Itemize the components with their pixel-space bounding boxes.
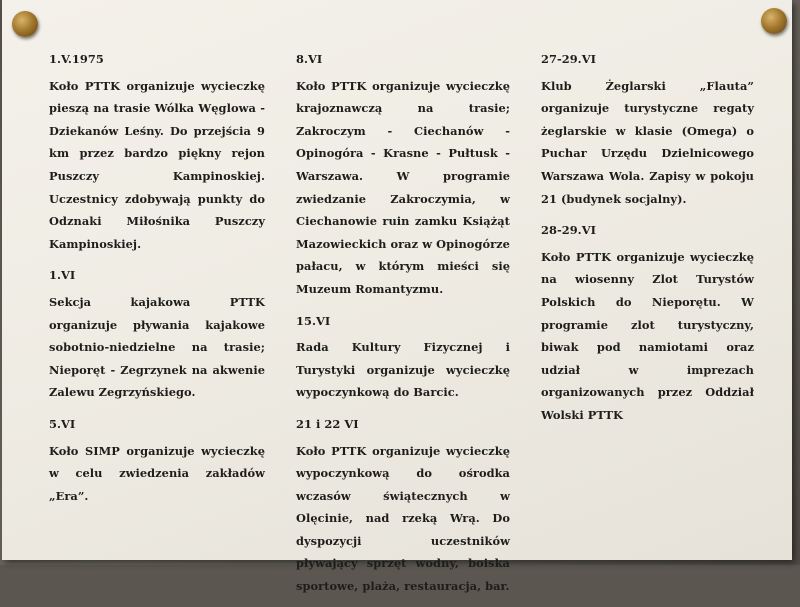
pushpin-icon <box>12 11 38 37</box>
entry-text: Rada Kultury Fizycznej i Turystyki organizuje wycieczkę wypoczynkową do Barcic. <box>296 340 510 400</box>
column-2 <box>296 48 510 607</box>
entry-date: 5.VI <box>49 416 76 431</box>
entry-text: Koło SIMP organizuje wycieczkę w celu zwiedzenia zakładów „Era”. <box>49 443 265 503</box>
entry-text: Sekcja kajakowa PTTK organizuje pływania kajakowe sobotnio-niedzielne na trasie; Nieporęt - Zegrzynek na akwenie Zalewu Zegrzyńskiego. <box>49 294 265 400</box>
entry-text: Koło PTTK organizuje wycieczkę na wiosenny Zlot Turystów Polskich do Nieporętu. W programie zlot turystyczny, biwak pod namiotami oraz udział w imprezach organizowanych przez Oddział Wolski PTTK <box>541 249 754 422</box>
entry-date: 21 i 22 VI <box>296 416 359 431</box>
notice-sheet <box>2 0 792 594</box>
entry-text: Klub Żeglarski „Flauta” organizuje turystyczne regaty żeglarskie w klasie (Omega) o Puchar Urzędu Dzielnicowego Warszawa Wola. Zapisy w pokoju 21 (budynek socjalny). <box>541 78 754 206</box>
entry-date: 1.V.1975 <box>49 52 104 66</box>
entry-date: 15.VI <box>296 313 331 328</box>
column-3 <box>541 48 754 436</box>
column-1 <box>49 48 265 516</box>
entry-date: 8.VI <box>296 52 323 66</box>
entry-date: 27-29.VI <box>541 52 596 66</box>
entry-text: Koło PTTK organizuje wycieczkę wypoczynkową do ośrodka wczasów świątecznych w Olęcinie, nad rzeką Wrą. Do dyspozycji uczestników pływający sprzęt wodny, boiska sportowe, plaża, restauracja, bar. <box>296 443 510 594</box>
entry-date: 1.VI <box>49 268 76 283</box>
pushpin-icon <box>761 8 787 34</box>
entry-date: 28-29.VI <box>541 223 596 238</box>
entry-text: Koło PTTK organizuje wycieczkę pieszą na trasie Wólka Węglowa - Dziekanów Leśny. Do przejścia 9 km przez bardzo piękny rejon Puszczy Kampinoskiej. Uczestnicy zdobywają punkty do Odznaki Miłośnika Puszczy Kampinoskiej. <box>49 78 265 251</box>
entry-text: Koło PTTK organizuje wycieczkę krajoznawczą na trasie; Zakroczym - Ciechanów - Opinogóra - Krasne - Pułtusk - Warszawa. W programie zwiedzanie Zakroczymia, w Ciechanowie ruin zamku Książąt Mazowieckich oraz w Opinogórze pałacu, w którym mieści się Muzeum Romantyzmu. <box>296 78 510 296</box>
